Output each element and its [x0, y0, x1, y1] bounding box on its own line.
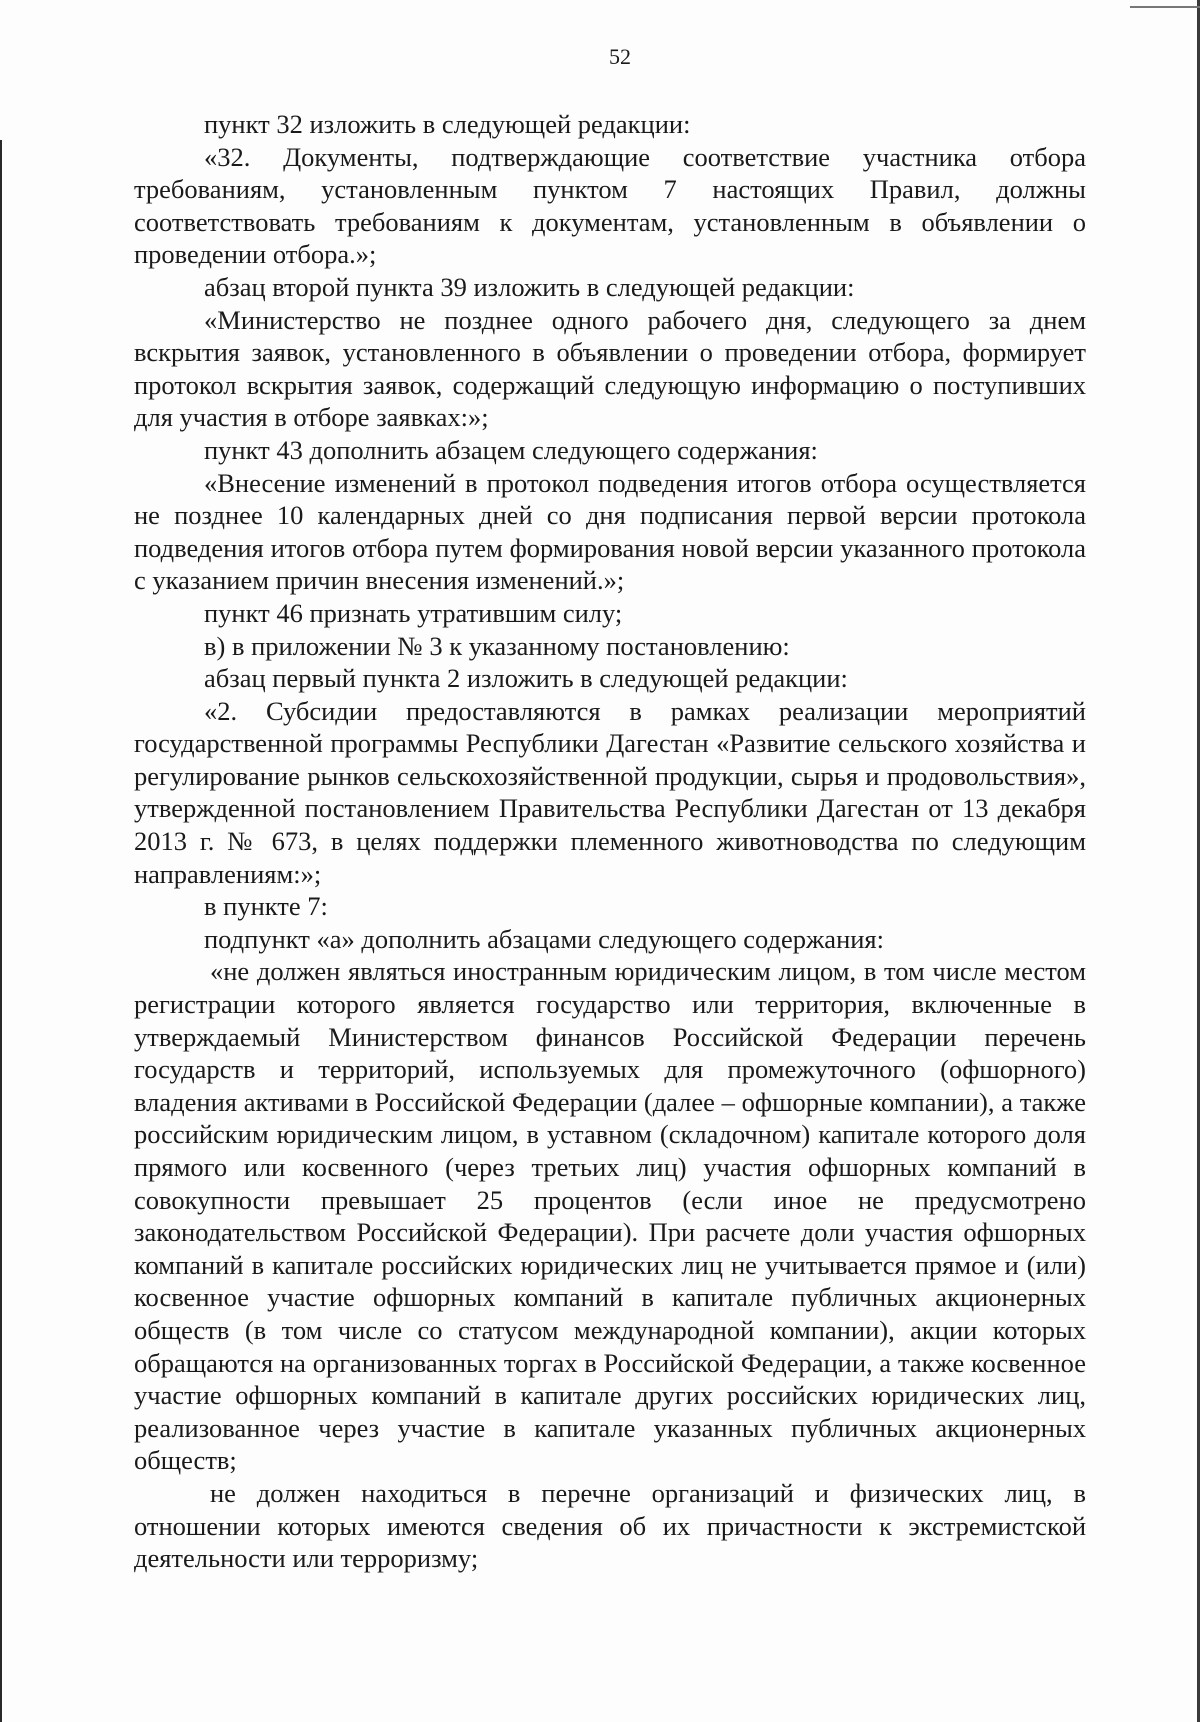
paragraph-item-43-text: «Внесение изменений в протокол подведения итогов отбора осуществляется не позднее 10 календарных дней со дня подписания первой версии протокола подведения итогов отбора путем формирования новой версии указанного протокола с указанием причин внесения изменений.»; — [134, 467, 1086, 596]
document-body — [134, 108, 1086, 1575]
scan-edge-top — [1130, 6, 1200, 8]
paragraph-item-39-text: «Министерство не позднее одного рабочего дня, следующего за днем вскрытия заявок, установленного в объявлении о проведении отбора, формирует протокол вскрытия заявок, содержащий следующую информацию о поступивших для участия в отборе заявках:»; — [134, 304, 1086, 433]
paragraph-extremism-text: не должен находиться в перечне организаций и физических лиц, в отношении которых имеются сведения об их причастности к экстремистской деятельности или терроризму; — [134, 1477, 1086, 1574]
paragraph-item-7-heading: в пункте 7: — [204, 891, 328, 922]
paragraph-item-39-heading: абзац второй пункта 39 изложить в следующей редакции: — [204, 271, 855, 302]
paragraph-item-32-heading: пункт 32 изложить в следующей редакции: — [204, 109, 691, 139]
paragraph-item-32-text: «32. Документы, подтверждающие соответствие участника отбора требованиям, установленным пунктом 7 настоящих Правил, должны соответствовать требованиям к документам, установленным в объявлении о проведении отбора.»; — [134, 141, 1086, 270]
page-number: 52 — [609, 44, 631, 69]
paragraph-item-43-heading: пункт 43 дополнить абзацем следующего содержания: — [204, 434, 818, 465]
paragraph-item-46: пункт 46 признать утратившим силу; — [204, 597, 623, 628]
paragraph-appendix-3: в) в приложении № 3 к указанному постановлению: — [204, 630, 790, 661]
paragraph-item-2-heading: абзац первый пункта 2 изложить в следующей редакции: — [204, 663, 848, 694]
scan-edge-left — [0, 140, 2, 1722]
paragraph-item-2-text: «2. Субсидии предоставляются в рамках реализации мероприятий государственной программы Республики Дагестан «Развитие сельского хозяйства и регулирование рынков сельскохозяйственной продукции, сырья и продовольствия», утвержденной постановлением Правительства Республики Дагестан от 13 декабря 2013 г. № 673, в целях поддержки племенного животноводства по следующим направлениям:»; — [134, 695, 1086, 889]
paragraph-offshore-text: «не должен являться иностранным юридическим лицом, в том числе местом регистрации которого является государство или территория, включенные в утверждаемый Министерством финансов Российской Федерации перечень государств и территорий, используемых для промежуточного (офшорного) владения активами в Российской Федерации (далее – офшорные компании), а также российским юридическим лицом, в уставном (складочном) капитале которого доля прямого или косвенного (через третьих лиц) участия офшорных компаний в совокупности превышает 25 процентов (если иное не предусмотрено законодательством Российской Федерации). При расчете доли участия офшорных компаний в капитале российских юридических лиц не учитывается прямое и (или) косвенное участие офшорных компаний в капитале публичных акционерных обществ (в том числе со статусом международной компании), акции которых обращаются на организованных торгах в Российской Федерации, а также косвенное участие офшорных компаний в капитале других российских юридических лиц, реализованное через участие в капитале указанных публичных акционерных обществ; — [134, 956, 1086, 1476]
paragraph-subitem-a-heading: подпункт «а» дополнить абзацами следующего содержания: — [204, 923, 884, 954]
